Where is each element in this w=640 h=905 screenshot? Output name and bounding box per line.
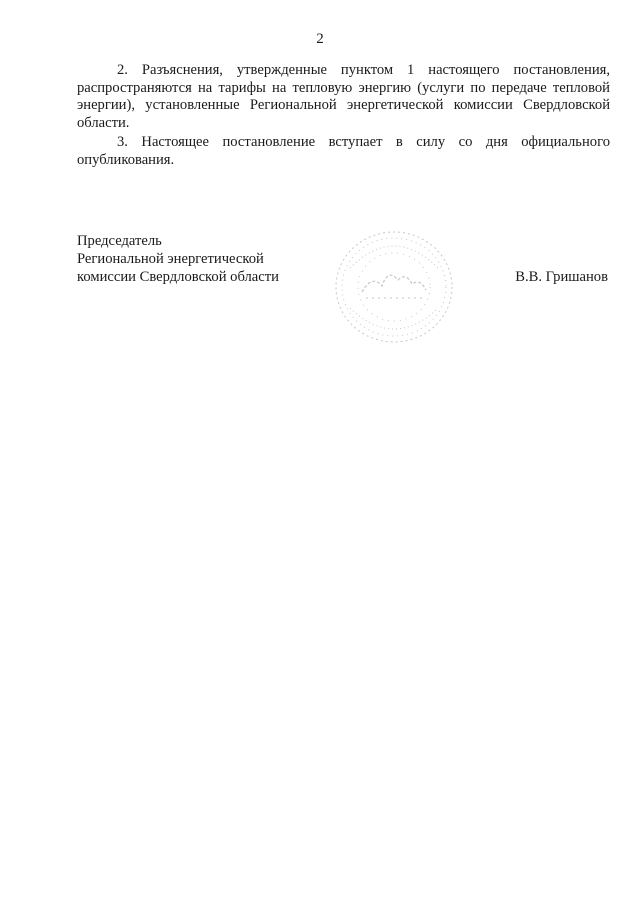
official-seal-stamp-icon — [332, 228, 456, 346]
signatory-title-line-3: комиссии Свердловской области — [77, 269, 279, 285]
paragraph-2: 2. Разъяснения, утвержденные пунктом 1 настоящего постановления, распространяются на тарифы на тепловую энергию (услуги по передаче тепловой энергии), установленные Региональной энергетической комиссии Свердловской области. — [77, 62, 610, 131]
signatory-title-line-1: Председатель — [77, 233, 162, 249]
signatory-title-line-2: Региональной энергетической — [77, 251, 264, 267]
paragraph-3: 3. Настоящее постановление вступает в силу со дня официального опубликования. — [77, 134, 610, 168]
document-body — [77, 62, 610, 172]
signatory-name: В.В. Гришанов — [515, 269, 608, 285]
page-number: 2 — [316, 31, 324, 47]
